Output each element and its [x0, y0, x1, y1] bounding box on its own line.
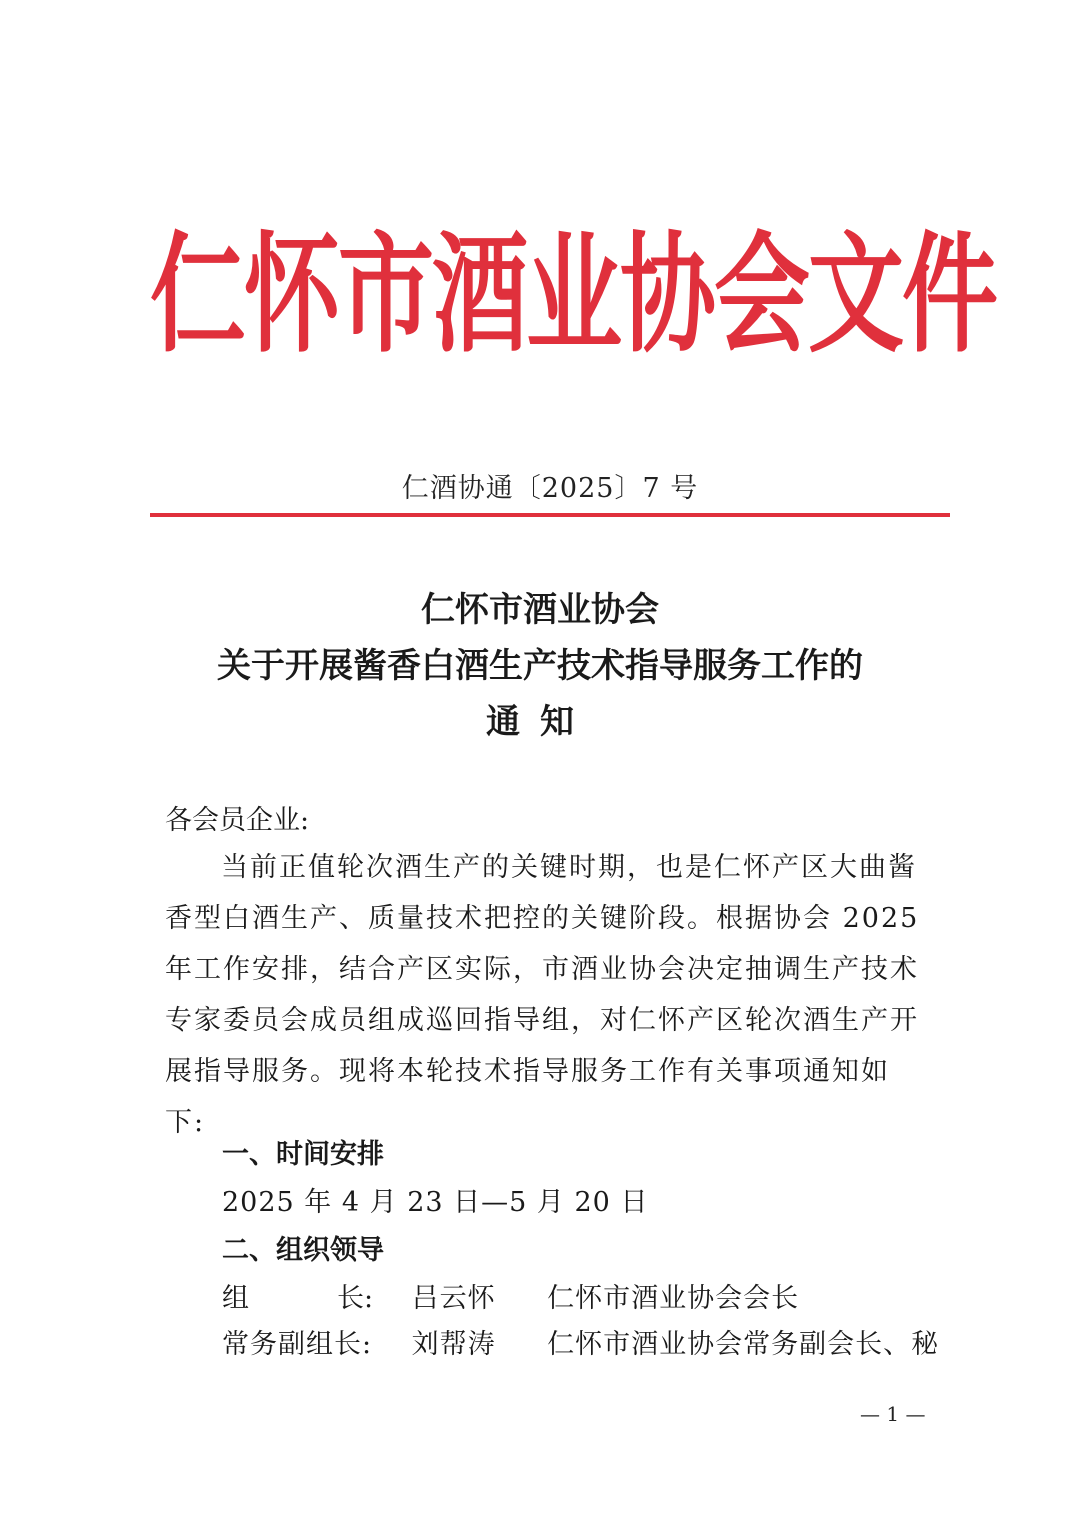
intro-paragraph — [165, 842, 925, 1148]
section-heading-schedule: 一、时间安排 — [222, 1139, 384, 1170]
leader-role — [222, 1276, 402, 1315]
page-number: — 1 — — [860, 1402, 926, 1426]
leader-role-part: 组 — [222, 1283, 249, 1314]
deputy-leader-role: 常务副组长: — [222, 1329, 373, 1360]
document-number: 仁酒协通〔2025〕7 号 — [401, 473, 699, 504]
notice-title-line-1: 仁怀市酒业协会 — [421, 590, 659, 630]
leader-name: 吕云怀 — [411, 1283, 496, 1314]
paragraph-line: 下: — [165, 1107, 206, 1138]
masthead-title: 仁怀市酒业协会文件 — [150, 219, 996, 371]
leader-role-part: 长: — [337, 1283, 374, 1314]
paragraph-line: 当前正值轮次酒生产的关键时期，也是仁怀产区大曲酱 — [221, 852, 917, 883]
paragraph-line: 香型白酒生产、质量技术把控的关键阶段。根据协会 2025 — [165, 903, 920, 934]
deputy-leader-position: 仁怀市酒业协会常务副会长、秘 — [547, 1329, 940, 1360]
schedule-dates: 2025 年 4 月 23 日—5 月 20 日 — [222, 1187, 649, 1218]
leader-row — [222, 1276, 799, 1315]
deputy-leader-row — [222, 1322, 939, 1361]
section-heading-organization: 二、组织领导 — [222, 1235, 384, 1266]
paragraph-line: 展指导服务。现将本轮技术指导服务工作有关事项通知如 — [165, 1056, 890, 1087]
red-divider-line — [150, 513, 950, 517]
deputy-leader-name: 刘帮涛 — [411, 1329, 496, 1360]
notice-title-line-3: 通知 — [486, 702, 594, 742]
paragraph-line: 专家委员会成员组成巡回指导组，对仁怀产区轮次酒生产开 — [165, 1005, 919, 1036]
leader-position: 仁怀市酒业协会会长 — [547, 1283, 800, 1314]
notice-title-line-2: 关于开展酱香白酒生产技术指导服务工作的 — [217, 646, 863, 686]
salutation: 各会员企业: — [165, 805, 310, 836]
paragraph-line: 年工作安排，结合产区实际，市酒业协会决定抽调生产技术 — [165, 954, 919, 985]
